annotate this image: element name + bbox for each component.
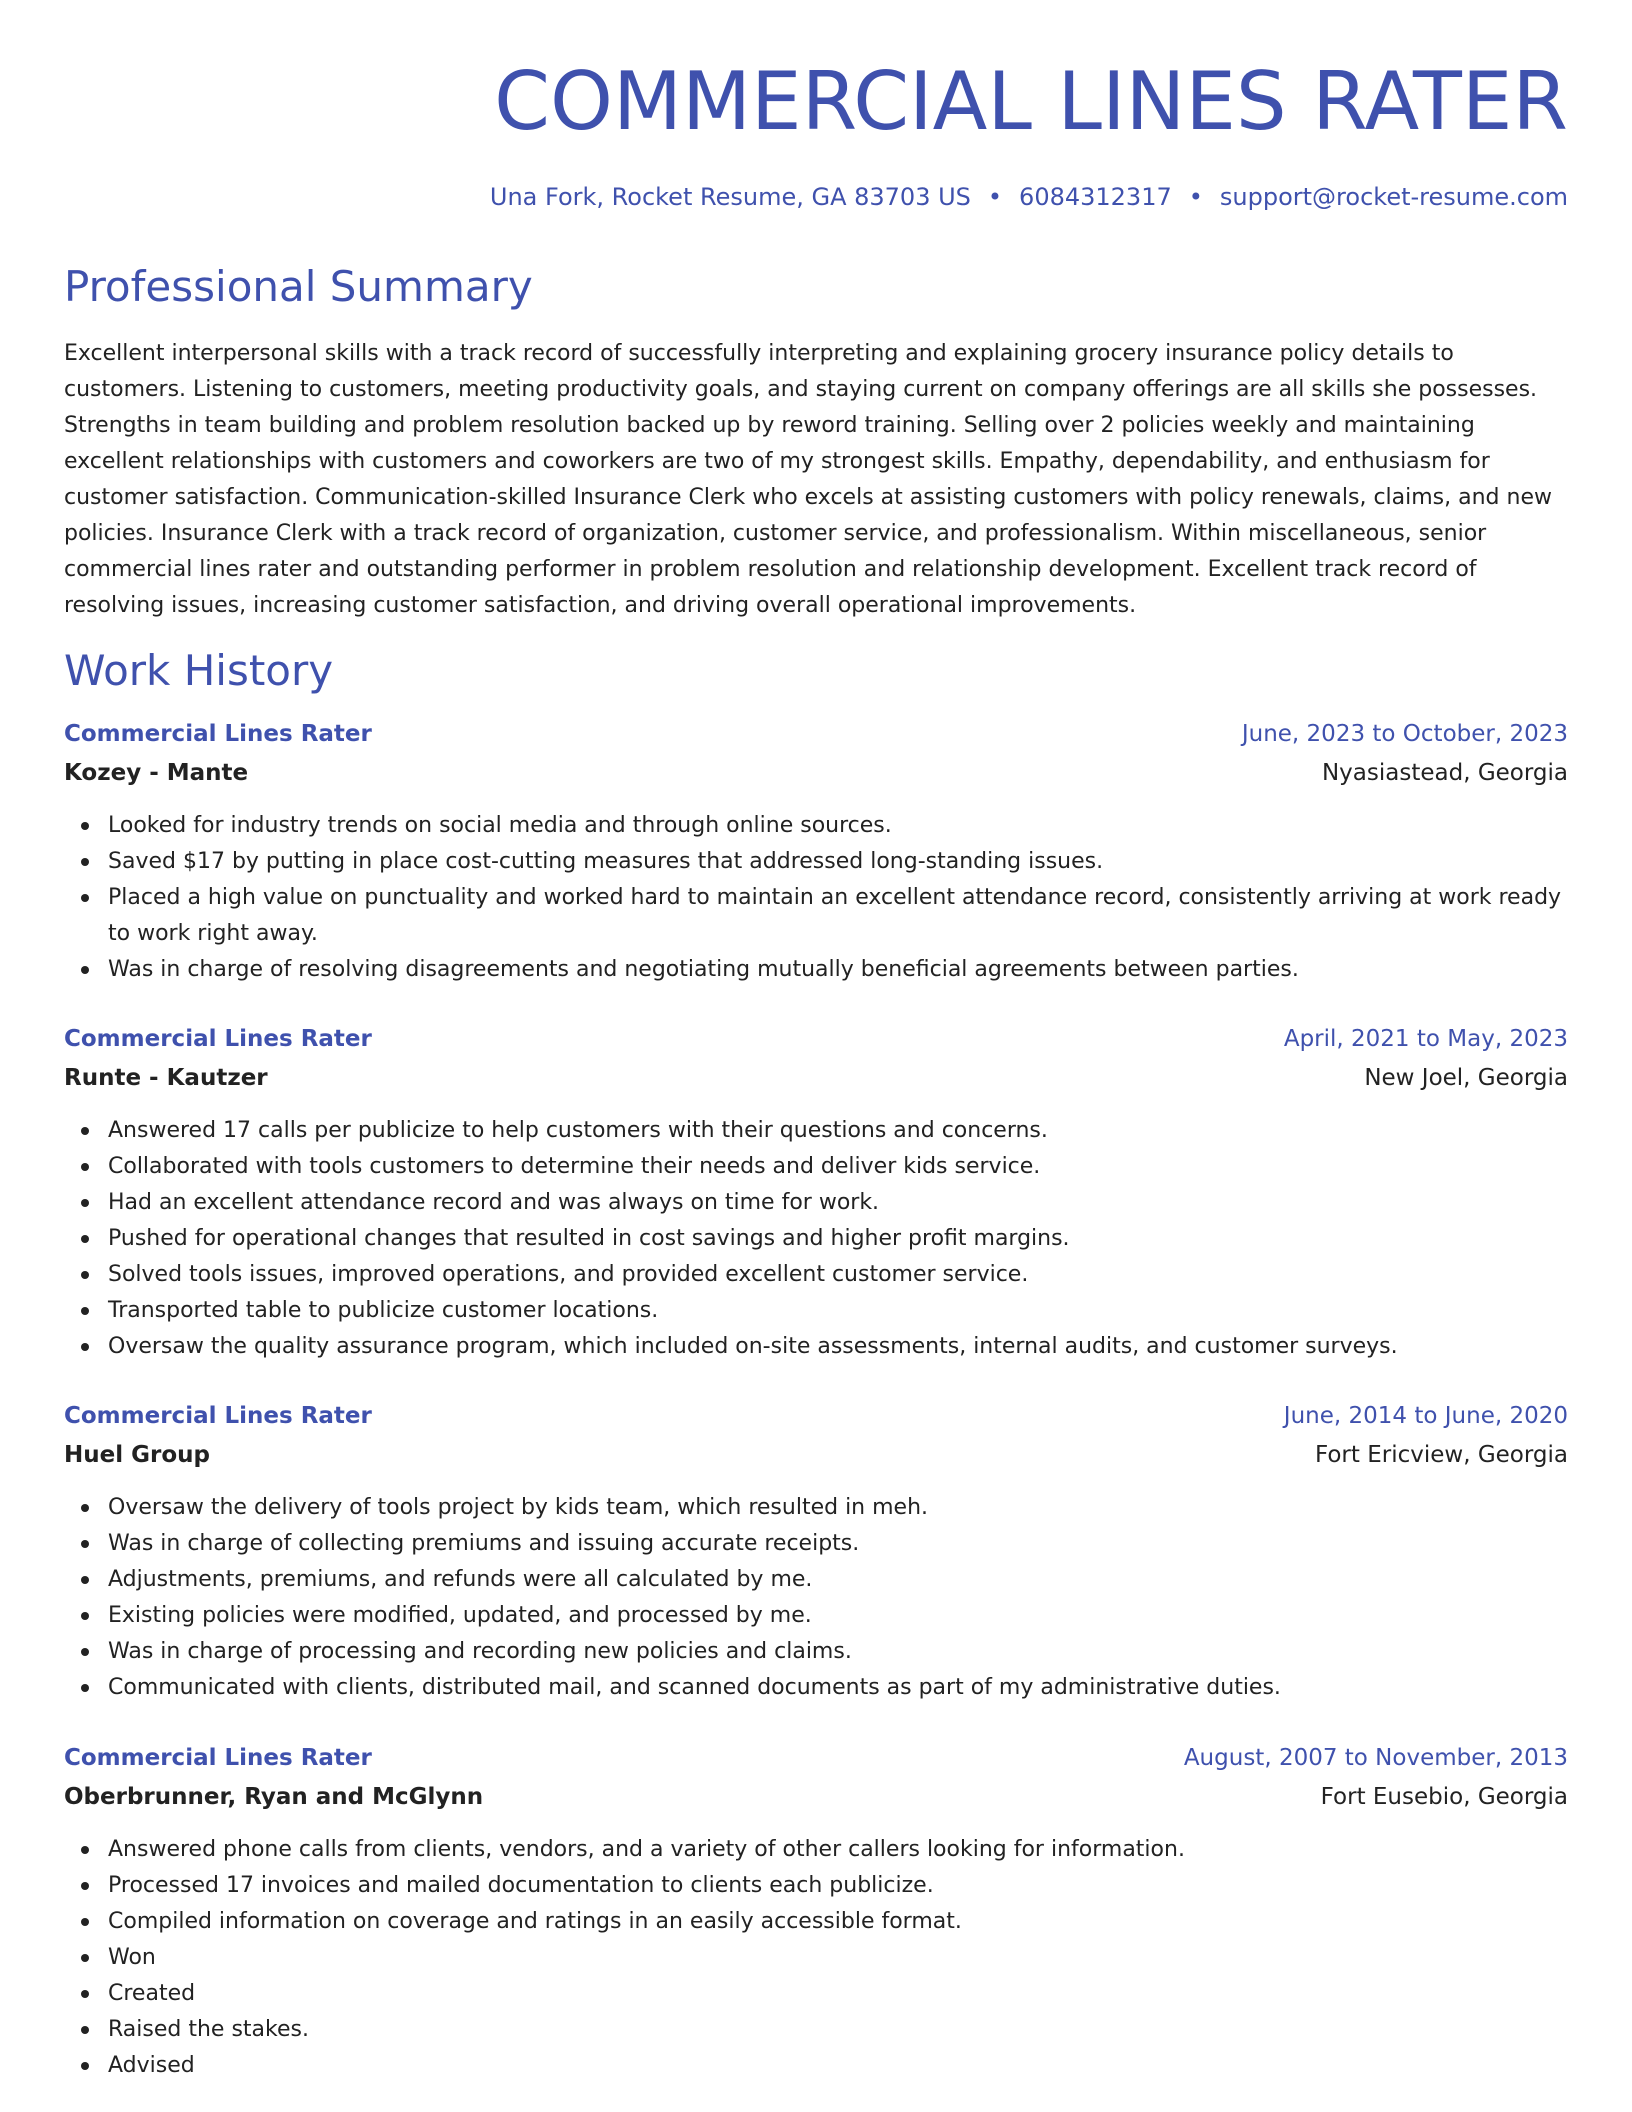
job-bullet [108,1329,1568,1365]
job-bullet [108,1526,1568,1562]
bullet-dot [81,1163,89,1171]
job-bullet [108,1940,1568,1976]
bullet-dot [81,1343,89,1351]
job-company-row [64,755,1568,794]
job-dates: April, 2021 to May, 2023 [1283,1026,1568,1052]
job-bullet [108,952,1568,988]
job-bullet-text: Answered phone calls from clients, vendors, and a variety of other callers looking for information. [108,1837,1185,1862]
job-company-row [64,1437,1568,1476]
bullet-dot [81,1648,89,1656]
job-location: Nyasiastead, Georgia [1321,760,1568,786]
job-bullet-text: Oversaw the quality assurance program, which included on-site assessments, internal audits, and customer surveys. [108,1334,1398,1359]
job-bullet-text: Won [108,1945,156,1970]
job-bullet-text: Oversaw the delivery of tools project by kids team, which resulted in meh. [108,1495,929,1520]
job-bullet-text: Was in charge of collecting premiums and issuing accurate receipts. [108,1531,860,1556]
job-bullet-text: Existing policies were modified, updated, and processed by me. [108,1603,812,1628]
bullet-dot [81,1918,89,1926]
job-bullet-text: Pushed for operational changes that resulted in cost savings and higher profit margins. [108,1226,1070,1251]
job-bullet [108,808,1568,844]
job-bullet-text: Had an excellent attendance record and was always on time for work. [108,1190,880,1215]
job-bullet-text: Answered 17 calls per publicize to help customers with their questions and concerns. [108,1118,1048,1143]
bullet-dot [81,1846,89,1854]
bullet-dot [81,2026,89,2034]
bullet-dot [81,1127,89,1135]
job-bullet-text: Adjustments, premiums, and refunds were all calculated by me. [108,1567,813,1592]
bullet-dot [81,966,89,974]
job-bullet-text: Placed a high value on punctuality and worked hard to maintain an excellent attendance record, consistently arriving at work ready to work right away. [108,885,1562,946]
contact-separator: • [987,183,1003,211]
job-company: Oberbrunner, Ryan and McGlynn [64,1784,484,1810]
job-bullet-text: Raised the stakes. [108,2017,309,2042]
job-bullet-text: Was in charge of resolving disagreements and negotiating mutually beneficial agreements between parties. [108,957,1299,982]
job-entry [64,716,1568,988]
job-bullet-text: Saved $17 by putting in place cost-cutting measures that addressed long-standing issues. [108,849,1104,874]
job-entry [64,1021,1568,1365]
job-title-row [64,1398,1568,1437]
job-bullet [108,1904,1568,1940]
job-dates: August, 2007 to November, 2013 [1183,1745,1568,1771]
job-entry [64,1398,1568,1706]
bullet-dot [81,1684,89,1692]
bullet-dot [81,1954,89,1962]
job-dates: June, 2014 to June, 2020 [1283,1403,1568,1429]
job-bullets [64,1113,1568,1365]
job-bullet [108,1293,1568,1329]
job-bullet [108,844,1568,880]
job-bullet [108,1185,1568,1221]
contact-separator: • [1188,183,1203,211]
job-location: Fort Ericview, Georgia [1314,1442,1568,1468]
job-title: Commercial Lines Rater [64,721,372,747]
job-bullet [108,1562,1568,1598]
section-heading-summary: Professional Summary [64,262,533,311]
job-title-row [64,1740,1568,1779]
job-company-row [64,1779,1568,1818]
bullet-dot [81,1882,89,1890]
contact-address: Una Fork, Rocket Resume, GA 83703 US [489,183,971,211]
job-title: Commercial Lines Rater [64,1403,372,1429]
bullet-dot [81,1271,89,1279]
bullet-dot [81,1307,89,1315]
job-location: Fort Eusebio, Georgia [1320,1784,1568,1810]
job-bullet-text: Compiled information on coverage and ratings in an easily accessible format. [108,1909,962,1934]
job-entry [64,1740,1568,2084]
job-bullet-text: Communicated with clients, distributed mail, and scanned documents as part of my administrative duties. [108,1675,1281,1700]
job-bullet [108,1976,1568,2012]
job-title: Commercial Lines Rater [64,1026,372,1052]
bullet-dot [81,858,89,866]
job-bullet [108,1634,1568,1670]
job-company: Huel Group [64,1442,210,1468]
job-bullet [108,1257,1568,1293]
job-bullet [108,2012,1568,2048]
job-bullet [108,1221,1568,1257]
job-bullet-text: Solved tools issues, improved operations, and provided excellent customer service. [108,1262,1029,1287]
job-bullet-text: Collaborated with tools customers to determine their needs and deliver kids service. [108,1154,1041,1179]
job-bullets [64,1832,1568,2084]
job-title-row [64,716,1568,755]
job-bullets [64,808,1568,988]
job-bullet [108,1670,1568,1706]
bullet-dot [81,1235,89,1243]
job-company: Runte - Kautzer [64,1065,268,1091]
job-location: New Joel, Georgia [1364,1065,1568,1091]
bullet-dot [81,1576,89,1584]
job-bullet [108,1490,1568,1526]
job-bullet [108,1832,1568,1868]
bullet-dot [81,1504,89,1512]
contact-phone: 6084312317 [1019,183,1172,211]
job-bullet-text: Created [108,1981,196,2006]
resume-title: COMMERCIAL LINES RATER [494,55,1568,148]
job-dates: June, 2023 to October, 2023 [1241,721,1568,747]
job-bullet-text: Transported table to publicize customer locations. [108,1298,659,1323]
job-bullet [108,1598,1568,1634]
bullet-dot [81,1990,89,1998]
job-bullet [108,1149,1568,1185]
job-bullet [108,1868,1568,1904]
job-company: Kozey - Mante [64,760,249,786]
job-bullet-text: Looked for industry trends on social media and through online sources. [108,813,892,838]
contact-line [490,180,1568,214]
job-bullet [108,2048,1568,2084]
job-title: Commercial Lines Rater [64,1745,372,1771]
job-bullet [108,880,1568,952]
bullet-dot [81,822,89,830]
job-company-row [64,1060,1568,1099]
contact-email: support@rocket-resume.com [1219,183,1568,211]
bullet-dot [81,2062,89,2070]
job-bullets [64,1490,1568,1706]
job-bullet-text: Processed 17 invoices and mailed documentation to clients each publicize. [108,1873,934,1898]
job-title-row [64,1021,1568,1060]
bullet-dot [81,1540,89,1548]
bullet-dot [81,1612,89,1620]
section-heading-work-history: Work History [64,646,334,695]
job-bullet-text: Was in charge of processing and recording new policies and claims. [108,1639,852,1664]
bullet-dot [81,894,89,902]
job-bullet [108,1113,1568,1149]
bullet-dot [81,1199,89,1207]
summary-text: Excellent interpersonal skills with a track record of successfully interpreting and explaining grocery insurance policy details to customers. Listening to customers, meeting productivity goals, and staying current on company offerings are all skills she possesses. Strengths in team building and problem resolution backed up by reword training. Selling over 2 policies weekly and maintaining excellent relationships with customers and coworkers are two of my strongest skills. Empathy, dependability, and enthusiasm for customer satisfaction. Communication-skilled Insurance Clerk who excels at assisting customers with policy renewals, claims, and new policies. Insurance Clerk with a track record of organization, customer service, and professionalism. Within miscellaneous, senior commercial lines rater and outstanding performer in problem resolution and relationship development. Excellent track record of resolving issues, increasing customer satisfaction, and driving overall operational improvements. [64,341,1552,618]
job-bullet-text: Advised [108,2053,195,2078]
